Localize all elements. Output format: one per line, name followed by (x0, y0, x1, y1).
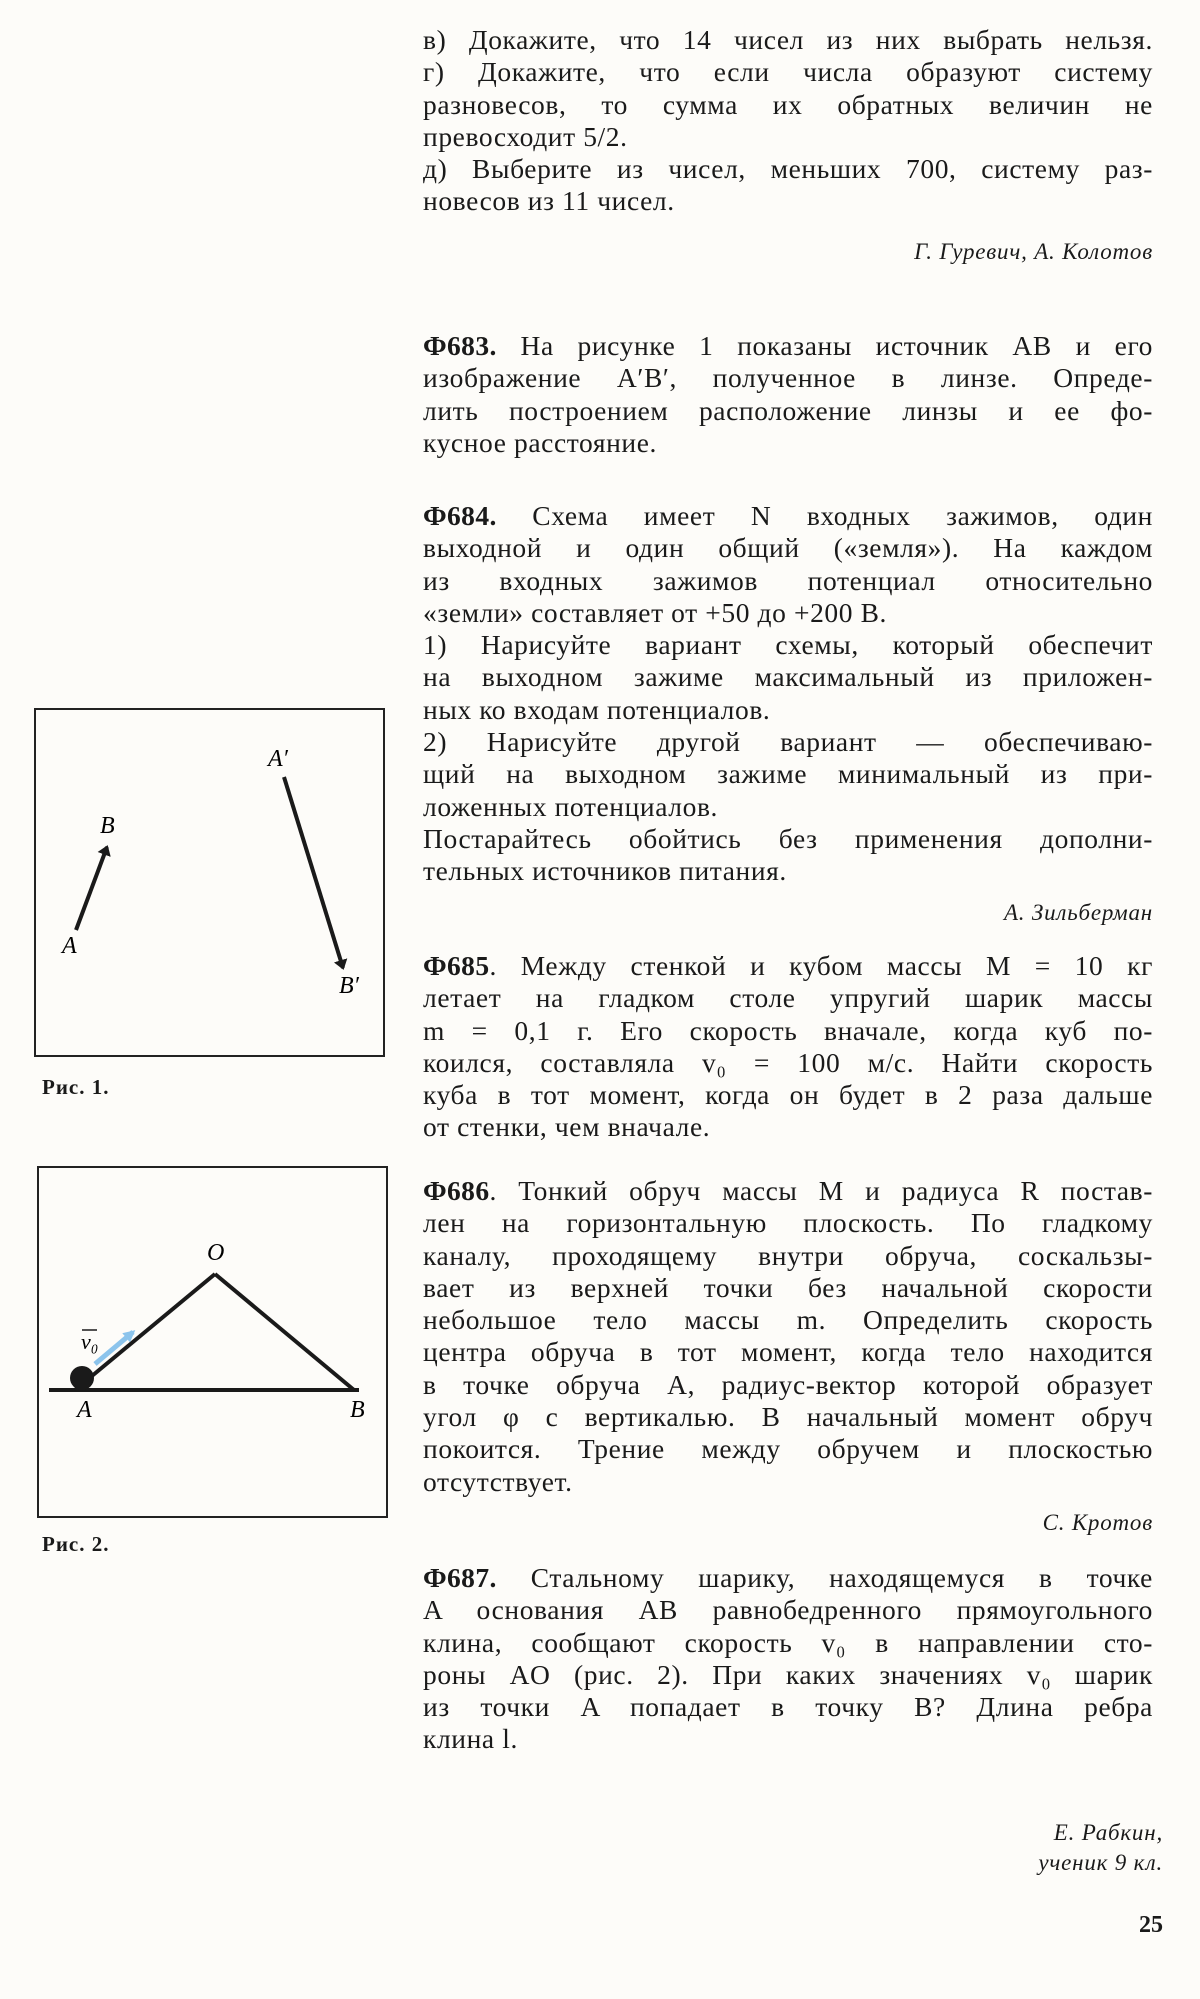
label-o: O (207, 1240, 225, 1266)
problem-line: из входных зажимов потенциал относительно (423, 564, 1153, 596)
label-a-prime: A′ (268, 746, 288, 772)
problem-id: Ф686 (423, 1175, 490, 1206)
problem-id: Ф684. (423, 500, 497, 531)
label-b-prime: B′ (339, 973, 359, 999)
problem-line: «земли» составляет от +50 до +200 В. (423, 596, 888, 628)
problem-687-author (1038, 1818, 1163, 1878)
problem-line: каналу, проходящему внутри обруча, соскальзы- (423, 1239, 1153, 1271)
problem-line: клина, сообщают скорость v₀ в направлении сто- (423, 1626, 1153, 1658)
problem-line: Постарайтесь обойтись без применения дополни- (423, 822, 1153, 854)
intro-item-v: в) Докажите, что 14 чисел из них выбрать нельзя. (423, 24, 1153, 55)
problem-line: лить построением расположение линзы и ее фо- (423, 394, 1153, 426)
problem-line: вает из верхней точки без начальной скорости (423, 1271, 1153, 1303)
problem-line: в точке обруча A, радиус-вектор которой образует (423, 1368, 1153, 1400)
problem-line: небольшое тело массы m. Определить скорость (423, 1304, 1153, 1336)
label-v0: v₀ (81, 1329, 99, 1354)
problem-line: летает на гладком столе упругий шарик массы (423, 982, 1153, 1014)
problem-line: На рисунке 1 показаны источник AB и его (520, 330, 1153, 361)
problem-line: изображение A′B′, полученное в линзе. Опреде- (423, 362, 1153, 394)
arrow-a-prime-b-prime (284, 777, 343, 968)
problem-line: A основания AB равнобедренного прямоугольного (423, 1594, 1153, 1626)
figure-2 (37, 1166, 388, 1518)
arrow-ab (76, 847, 107, 930)
problem-686 (423, 1175, 1153, 1498)
problem-line: Схема имеет N входных зажимов, один (532, 500, 1153, 531)
problem-line: из точки A попадает в точку B? Длина ребра (423, 1691, 1153, 1723)
problem-line: . Между стенкой и кубом массы M = 10 кг (489, 950, 1153, 981)
intro-item-g-line2: разновесов, то сумма их обратных величин не (423, 88, 1153, 120)
problem-line: покоится. Трение между обручем и плоскостью (423, 1433, 1153, 1465)
figure-2-caption: Рис. 2. (42, 1532, 110, 1556)
intro-author: Г. Гуревич, А. Колотов (914, 239, 1153, 264)
problem-line: от стенки, чем вначале. (423, 1111, 711, 1143)
problem-line: m = 0,1 г. Его скорость вначале, когда куб по- (423, 1014, 1153, 1046)
problem-line: центра обруча в тот момент, когда тело находится (423, 1336, 1153, 1368)
problem-line: угол φ с вертикалью. В начальный момент обруч (423, 1401, 1153, 1433)
problem-line: выходной и один общий («земля»). На каждом (423, 532, 1153, 564)
steel-ball (70, 1366, 94, 1390)
intro-block (423, 24, 1153, 218)
side-ob (215, 1274, 354, 1390)
label-b: B (100, 813, 115, 839)
problem-id: Ф683. (423, 330, 497, 361)
figure-2-drawing (39, 1168, 386, 1516)
label-a: A (77, 1397, 92, 1423)
problem-line: ложенных потенциалов. (423, 790, 719, 822)
problem-line: щий на выходном зажиме минимальный из при- (423, 758, 1153, 790)
problem-line: Стальному шарику, находящемуся в точке (530, 1562, 1153, 1593)
problem-line: куба в тот момент, когда он будет в 2 раза дальше (423, 1079, 1153, 1111)
problem-686-author: С. Кротов (1042, 1510, 1153, 1535)
problem-684 (423, 500, 1153, 888)
intro-item-g-line3: превосходит 5/2. (423, 120, 628, 152)
problem-687 (423, 1562, 1153, 1756)
problem-683 (423, 330, 1153, 459)
problem-line: тельных источников питания. (423, 855, 787, 887)
problem-id: Ф687. (423, 1562, 497, 1593)
problem-line: 1) Нарисуйте вариант схемы, который обеспечит (423, 629, 1153, 661)
problem-684-author: А. Зильберман (1003, 900, 1153, 925)
problem-line: роны AO (рис. 2). При каких значениях v₀ шарик (423, 1658, 1153, 1690)
problem-line: коился, составляла v₀ = 100 м/с. Найти скорость (423, 1046, 1153, 1078)
problem-line: ных ко входам потенциалов. (423, 693, 771, 725)
page-number: 25 (1139, 1912, 1163, 1938)
figure-1-caption: Рис. 1. (42, 1075, 110, 1099)
author-name: Е. Рабкин, (1053, 1820, 1163, 1845)
problem-line: отсутствует. (423, 1465, 573, 1497)
label-a: A (62, 933, 77, 959)
problem-685 (423, 950, 1153, 1144)
problem-line: лен на горизонтальную плоскость. По гладкому (423, 1207, 1153, 1239)
problem-line: . Тонкий обруч массы M и радиуса R постав- (489, 1175, 1153, 1206)
problem-line: клина l. (423, 1723, 518, 1755)
figure-1 (34, 708, 385, 1057)
intro-item-d-line2: новесов из 11 чисел. (423, 185, 675, 217)
label-b: B (350, 1397, 365, 1423)
problem-line: 2) Нарисуйте другой вариант — обеспечиваю- (423, 726, 1153, 758)
author-grade: ученик 9 кл. (1038, 1850, 1163, 1875)
problem-line: кусное расстояние. (423, 426, 658, 458)
figure-1-drawing (36, 710, 383, 1055)
problem-line: на выходном зажиме максимальный из приложен- (423, 661, 1153, 693)
intro-item-d-line1: д) Выберите из чисел, меньших 700, систему раз- (423, 153, 1153, 185)
intro-item-g-line1: г) Докажите, что если числа образуют систему (423, 56, 1153, 88)
problem-id: Ф685 (423, 950, 490, 981)
